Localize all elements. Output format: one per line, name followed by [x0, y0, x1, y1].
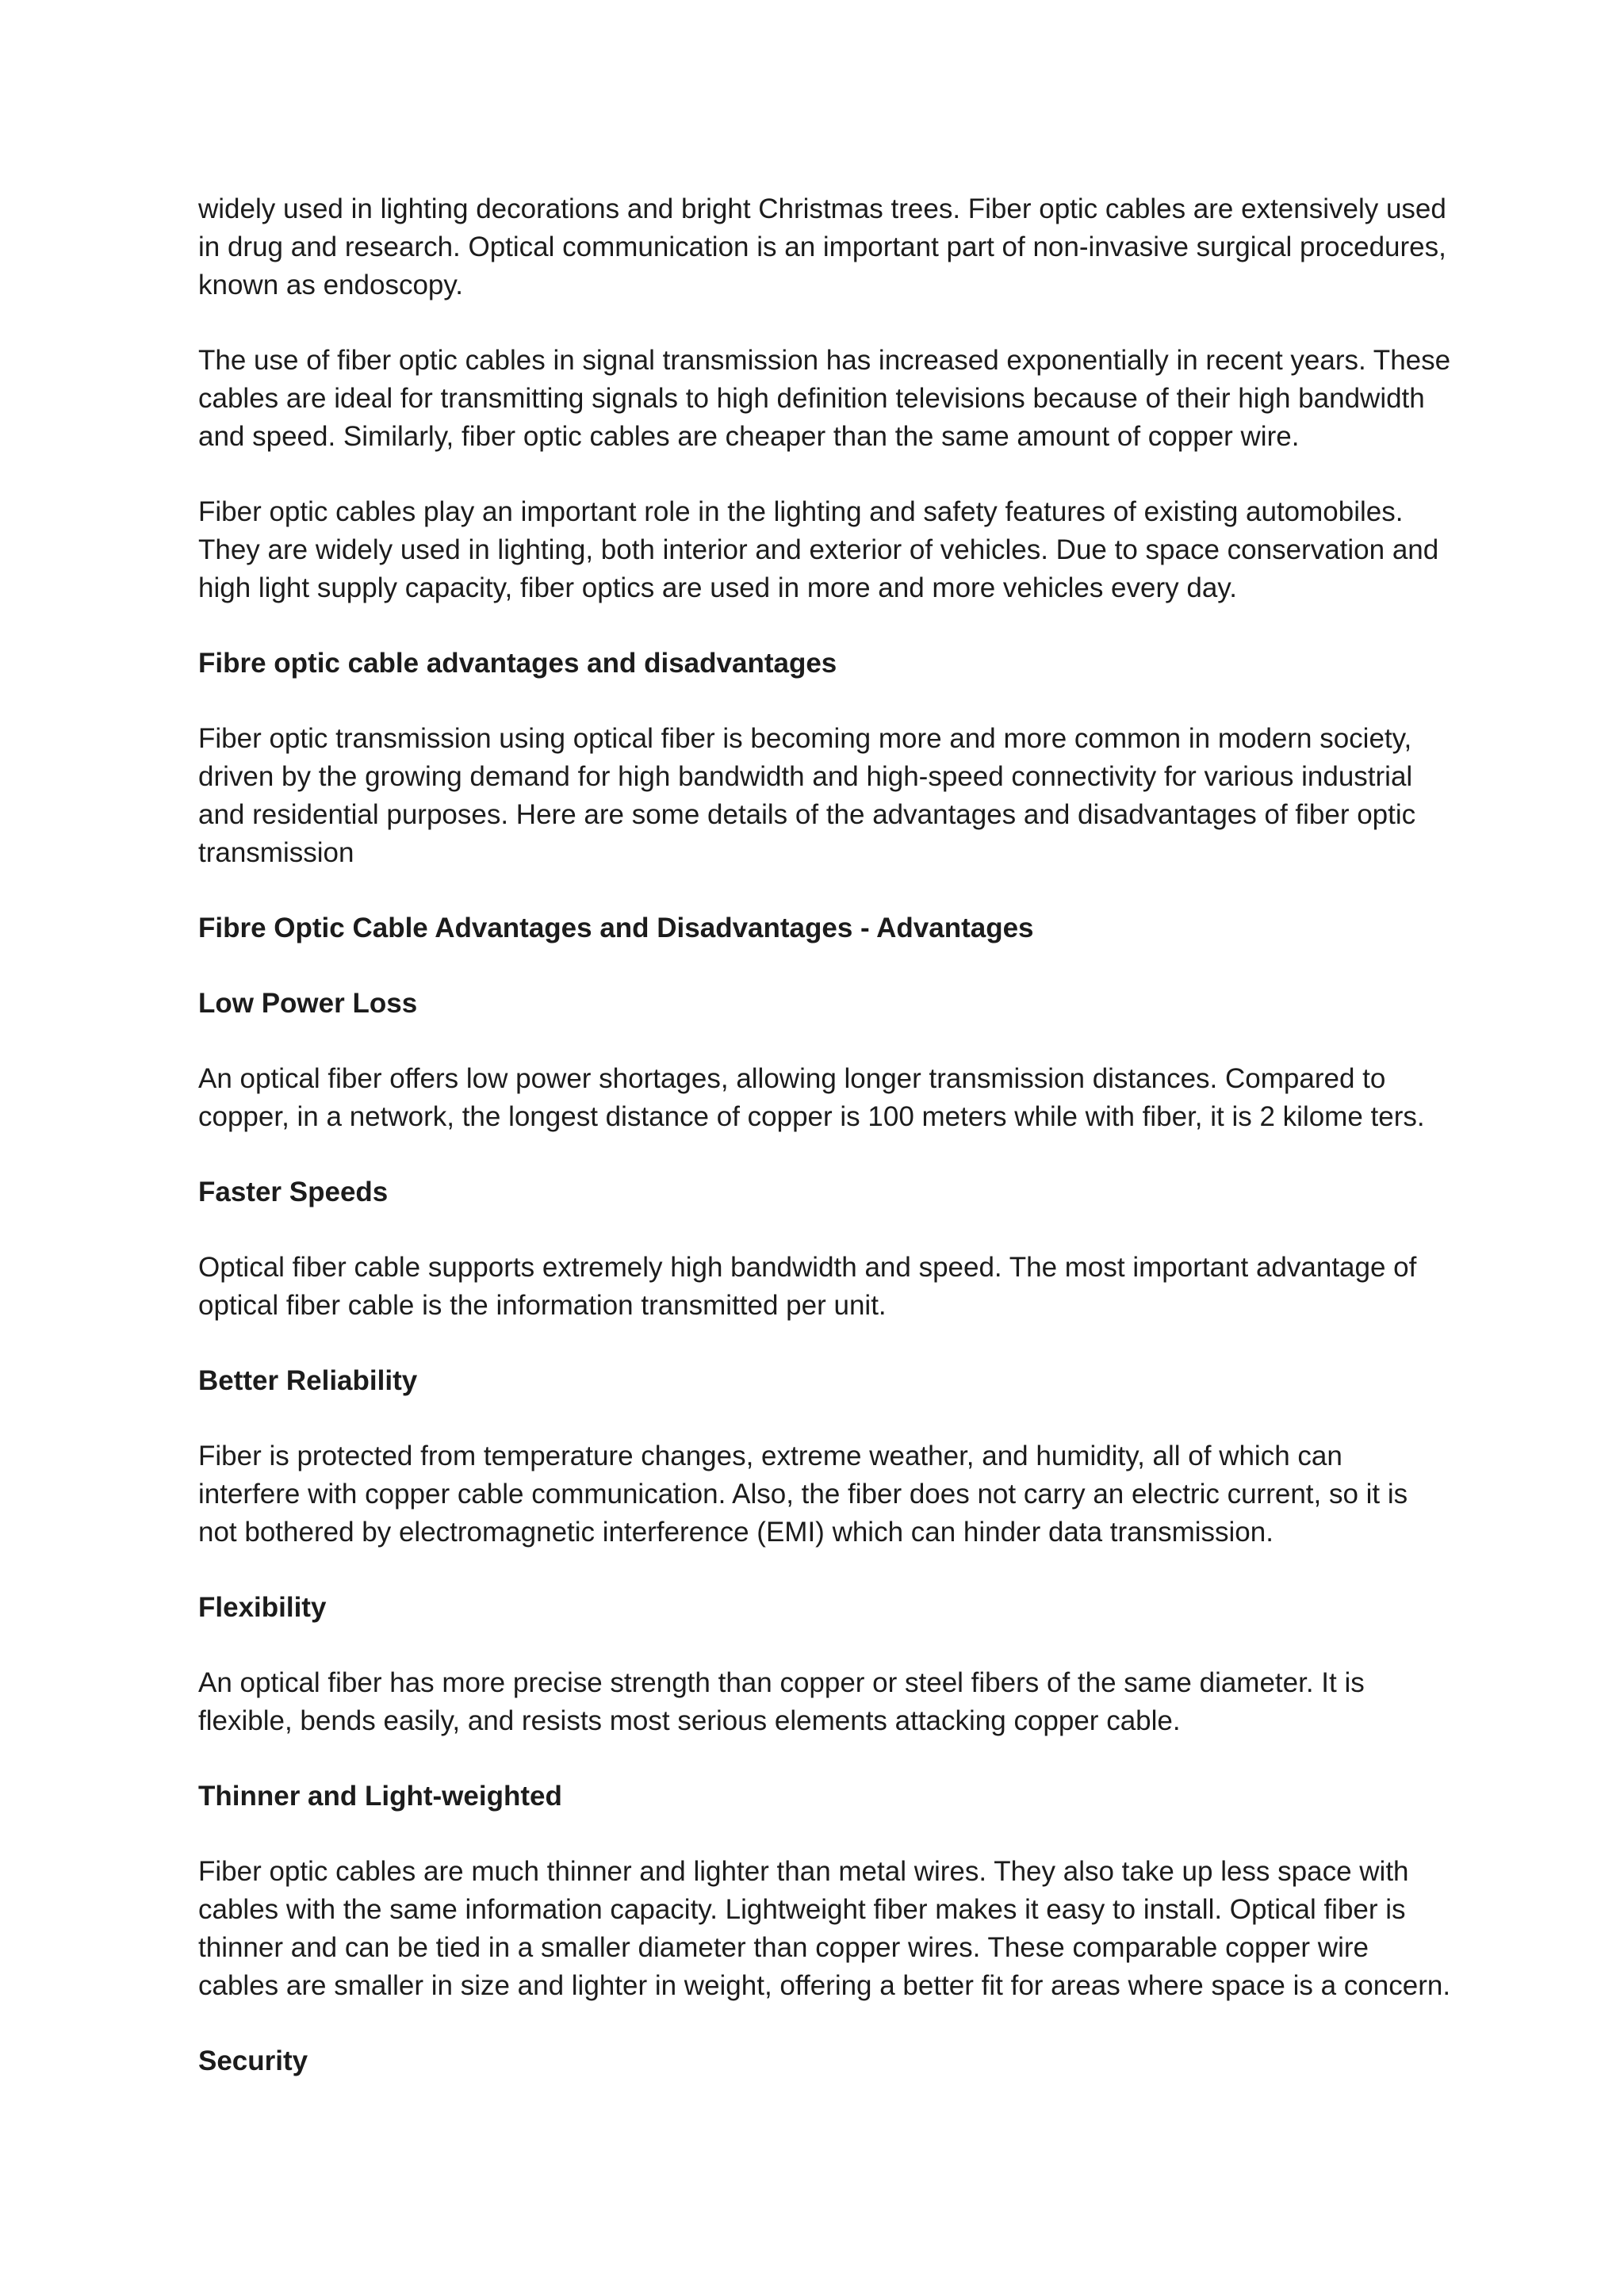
document-page: [198, 190, 1451, 2118]
paragraph-low-power-loss: An optical fiber offers low power shortages, allowing longer transmission distances. Compared to copper, in a network, the longest distance of copper is 100 meters while with fiber, it is 2 kilome ters.: [198, 1063, 1425, 1132]
heading-low-power-loss: Low Power Loss: [198, 988, 418, 1019]
paragraph-automobiles: Fiber optic cables play an important role in the lighting and safety features of existing automobiles. They are widely used in lighting, both interior and exterior of vehicles. Due to space conservation and high light supply capacity, fiber optics are used in more and more vehicles every day.: [198, 496, 1439, 603]
paragraph-flexibility: An optical fiber has more precise strength than copper or steel fibers of the same diameter. It is flexible, bends easily, and resists most serious elements attacking copper cable.: [198, 1667, 1365, 1736]
heading-security: Security: [198, 2045, 308, 2076]
heading-flexibility: Flexibility: [198, 1592, 327, 1623]
paragraph-faster-speeds: Optical fiber cable supports extremely high bandwidth and speed. The most important advantage of optical fiber cable is the information transmitted per unit.: [198, 1252, 1417, 1321]
heading-better-reliability: Better Reliability: [198, 1365, 418, 1396]
heading-advantages: Fibre Optic Cable Advantages and Disadvantages - Advantages: [198, 913, 1034, 943]
paragraph-better-reliability: Fiber is protected from temperature changes, extreme weather, and humidity, all of which can interfere with copper cable communication. Also, the fiber does not carry an electric current, so it is not bothered by electromagnetic interference (EMI) which can hinder data transmission.: [198, 1441, 1408, 1548]
paragraph-lighting-decorations: widely used in lighting decorations and bright Christmas trees. Fiber optic cables are extensively used in drug and research. Optical communication is an important part of non-invasive surgical procedures, known as endoscopy.: [198, 193, 1446, 300]
paragraph-signal-transmission: The use of fiber optic cables in signal transmission has increased exponentially in recent years. These cables are ideal for transmitting signals to high definition televisions because of their high bandwidth and speed. Similarly, fiber optic cables are cheaper than the same amount of copper wire.: [198, 345, 1451, 452]
heading-thinner-light-weighted: Thinner and Light-weighted: [198, 1781, 562, 1812]
paragraph-thinner-light-weighted: Fiber optic cables are much thinner and lighter than metal wires. They also take up less space with cables with the same information capacity. Lightweight fiber makes it easy to install. Optical fiber is thinner and can be tied in a smaller diameter than copper wires. These comparable copper wire cables are smaller in size and lighter in weight, offering a better fit for areas where space is a concern.: [198, 1856, 1451, 2001]
heading-faster-speeds: Faster Speeds: [198, 1177, 389, 1207]
heading-advantages-disadvantages: Fibre optic cable advantages and disadvantages: [198, 648, 837, 679]
paragraph-fiber-transmission: Fiber optic transmission using optical fiber is becoming more and more common in modern society, driven by the growing demand for high bandwidth and high-speed connectivity for various industrial and residential purposes. Here are some details of the advantages and disadvantages of fiber optic transmission: [198, 723, 1416, 868]
